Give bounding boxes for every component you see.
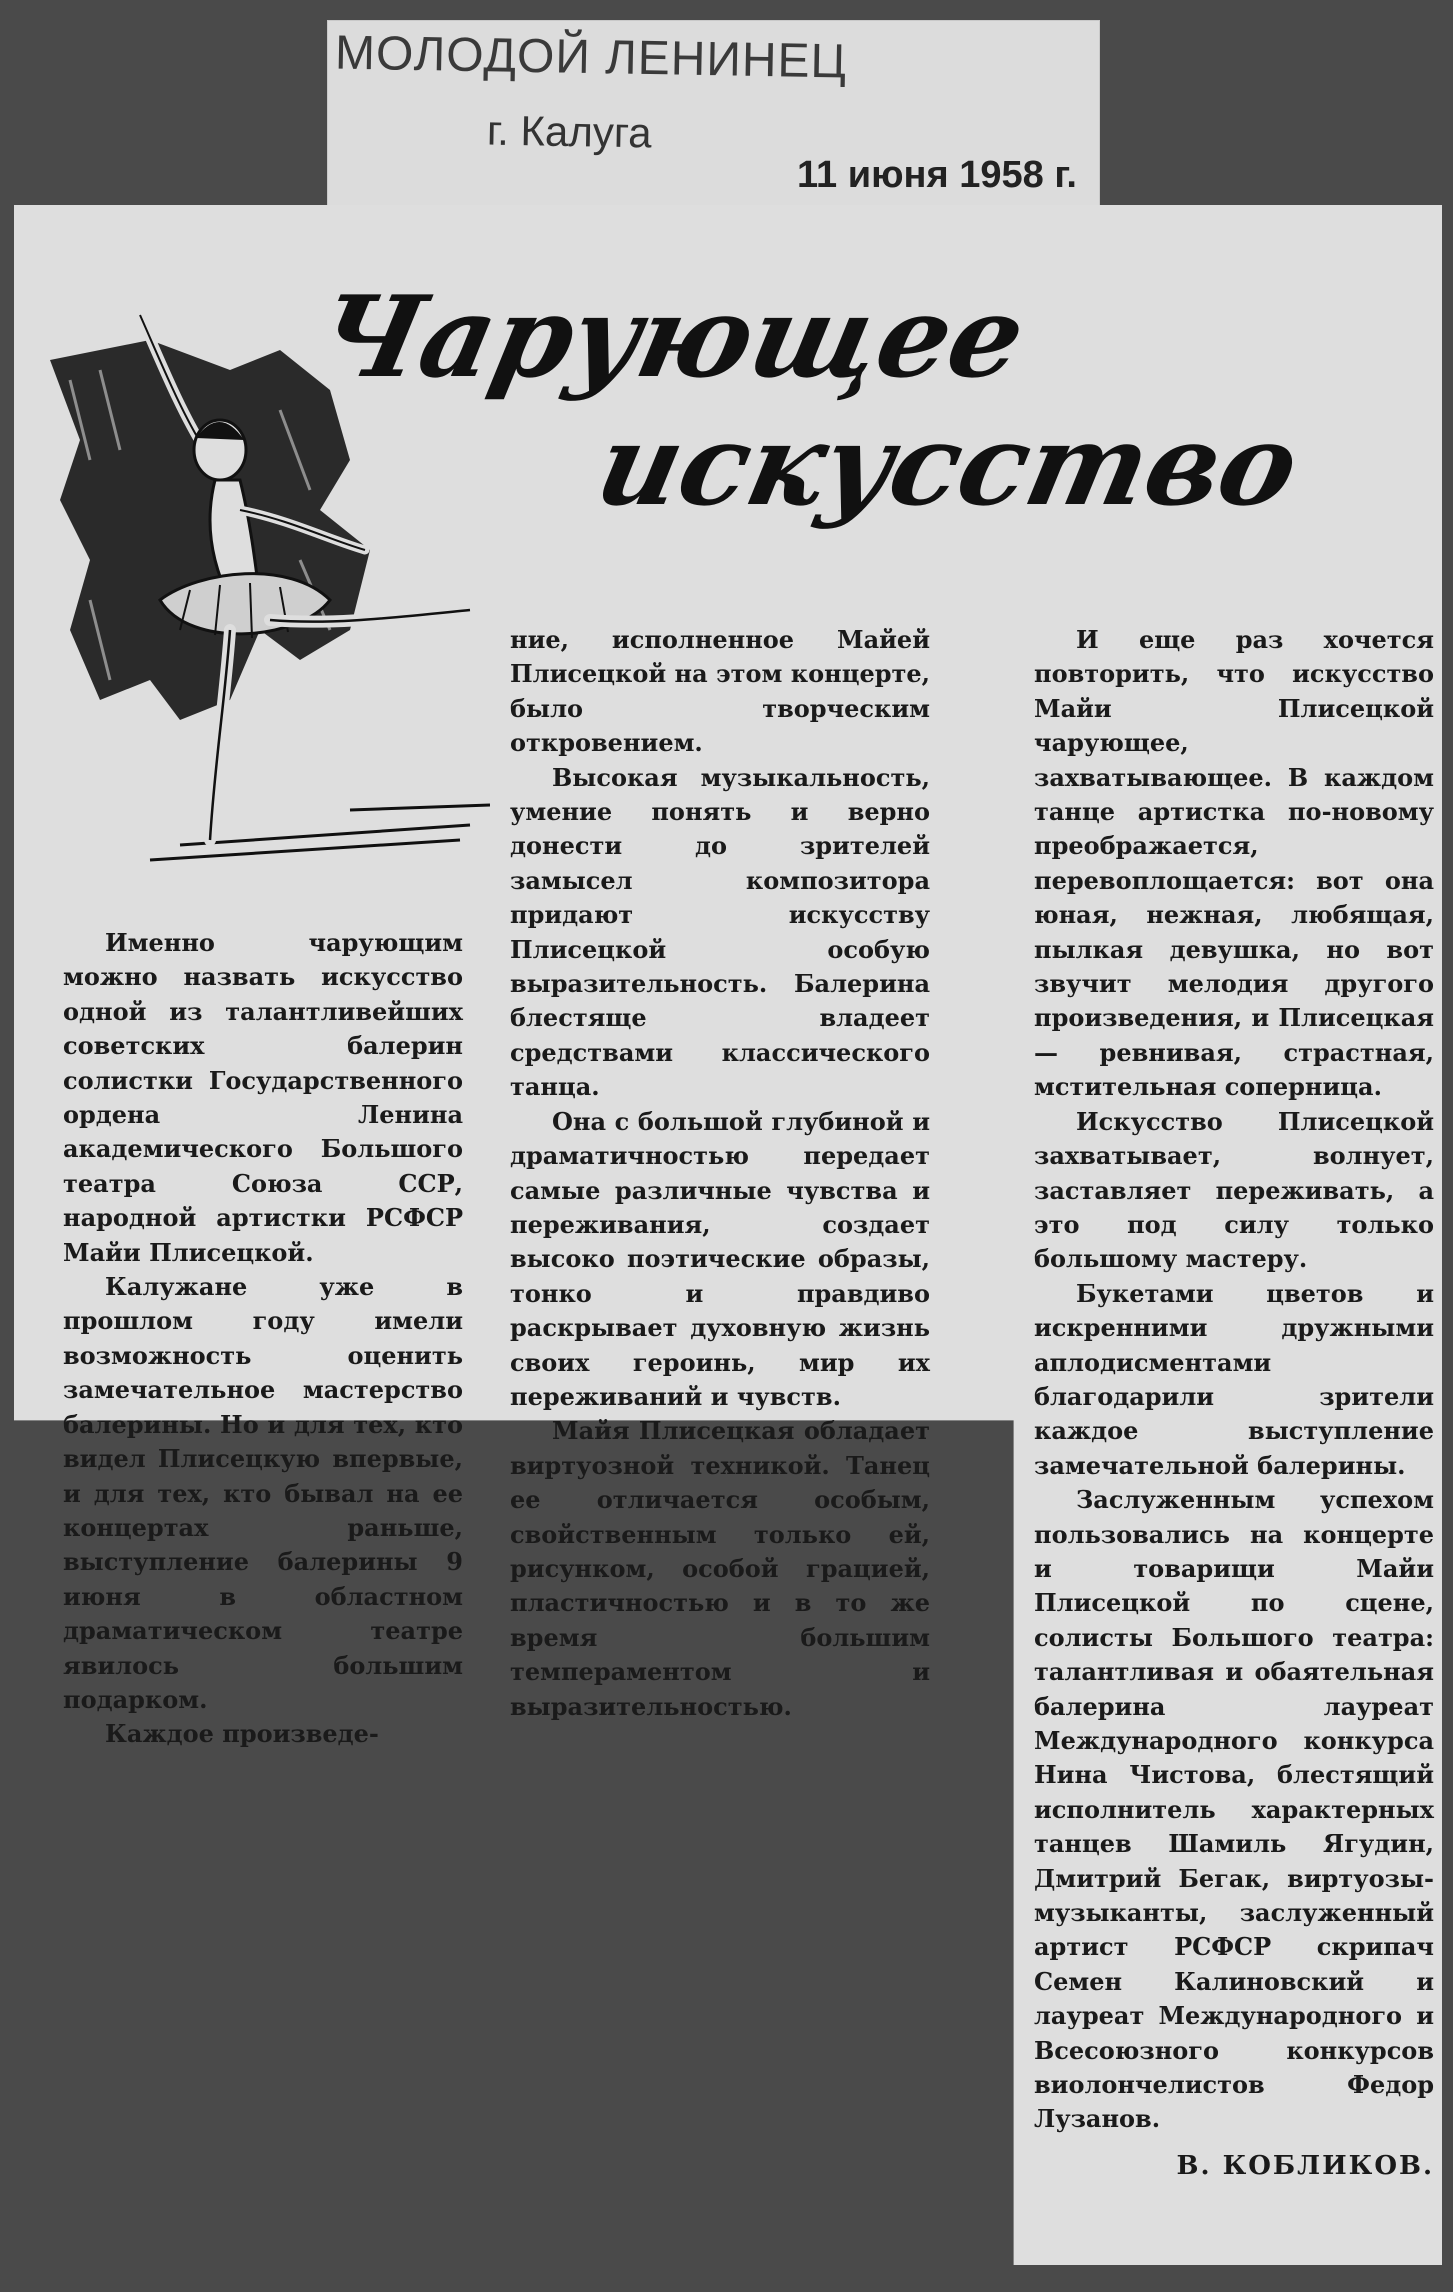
paragraph: Искусство Плисецкой захватывает, волнует, заставляет переживать, а это под силу только большому мастеру. [1034,1106,1434,1274]
article-column-3 [1034,623,1434,2183]
newspaper-city: г. Калуга [486,106,653,157]
paragraph: И еще раз хочется повторить, что искусство Майи Плисецкой чарующее, захватывающее. В каждом танце артистка по-новому преображается, перевоплощается: вот она юная, нежная, любящая, пылкая девушка, но вот звучит мелодия другого произведения, и Плисецкая — ревнивая, страстная, мстительная соперница. [1034,625,1434,1102]
newspaper-name: МОЛОДОЙ ЛЕНИНЕЦ [334,26,848,89]
paragraph: Калужане уже в прошлом году имели возможность оценить замечательное мастерство балерины. Но и для тех, кто видел Плисецкую впервые, и для тех, кто бывал на ее концертах раньше, выступление балерины 9 июня в областном драматическом театре явилось большим подарком. [63,1272,463,1714]
paragraph: ние, исполненное Майей Плисецкой на этом концерте, было творческим откровением. [510,625,930,758]
article-title-line2: искусство [586,400,1310,531]
article-column-2 [510,623,930,1724]
author-signature: В. КОБЛИКОВ. [1176,2150,1434,2181]
paragraph: Майя Плисецкая обладает виртуозной техникой. Танец ее отличается особым, свойственным только ей, рисунком, особой грацией, пластичностью и в то же время большим темпераментом и выразительностью. [510,1416,930,1721]
article-column-1 [63,926,463,1752]
article-title-line1: Чарующее [306,272,1036,403]
publication-date: 11 июня 1958 г. [797,154,1077,196]
paragraph: Она с большой глубиной и драматичностью передает самые различные чувства и переживания, создает высоко поэтические образы, тонко и правдиво раскрывает духовную жизнь своих героинь, мир их переживаний и чувств. [510,1106,930,1411]
paragraph: Заслуженным успехом пользовались на концерте и товарищи Майи Плисецкой по сцене, солисты Большого театра: талантливая и обаятельная балерина лауреат Международного конкурса Нина Чистова, блестящий исполнитель характерных танцев Шамиль Ягудин, Дмитрий Бегак, виртуозы-музыканты, заслуженный артист РСФСР скрипач Семен Калиновский и лауреат Международного и Всесоюзного конкурсов виолончелистов Федор Лузанов. [1034,1485,1434,2134]
newspaper-stamp [327,20,1100,220]
paragraph: Каждое произведе- [105,1719,379,1749]
article-title [300,272,1420,572]
paragraph: Именно чарующим можно назвать искусство одной из талантливейших советских балерин солистки Государственного ордена Ленина академического Большого театра Союза ССР, народной артистки РСФСР Майи Плисецкой. [63,928,463,1267]
paragraph: Высокая музыкальность, умение понять и верно донести до зрителей замысел композитора придают искусству Плисецкой особую выразительность. Балерина блестяще владеет средствами классического танца. [510,762,930,1102]
paragraph: Букетами цветов и искренними дружными аплодисментами благодарили зрители каждое выступление замечательной балерины. [1034,1278,1434,1480]
